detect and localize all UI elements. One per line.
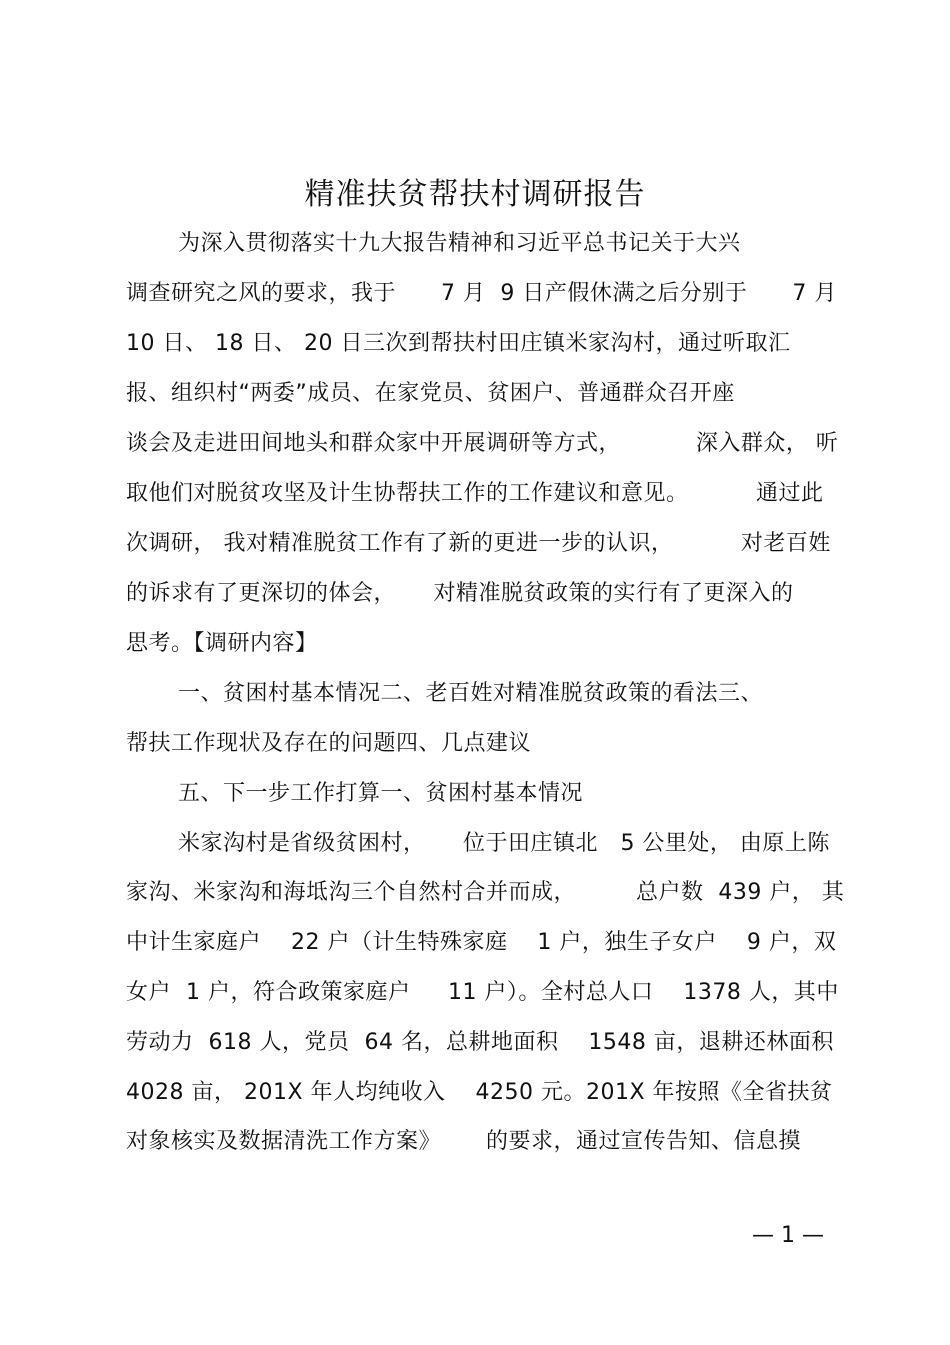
document-title: 精准扶贫帮扶村调研报告 (304, 177, 646, 212)
page-number: — 1 — (752, 1223, 824, 1248)
paragraph-line: 五、下一步工作打算一、贫困村基本情况 (178, 781, 584, 806)
paragraph-line: 中计生家庭户 22 户（计生特殊家庭 1 户，独生子女户 9 户，双 (126, 930, 837, 955)
paragraph-line: 报、组织村“两委”成员、在家党员、贫困户、普通群众召开座 (126, 381, 735, 406)
paragraph-line: 一、贫困村基本情况二、老百姓对精准脱贫政策的看法三、 (178, 681, 764, 706)
paragraph-line: 取他们对脱贫攻坚及计生协帮扶工作的工作建议和意见。 通过此 (126, 481, 824, 506)
paragraph-line: 4028 亩， 201X 年人均纯收入 4250 元。201X 年按照《全省扶贫 (126, 1080, 833, 1105)
paragraph-line: 米家沟村是省级贫困村， 位于田庄镇北 5 公里处， 由原上陈 (178, 831, 830, 856)
paragraph-line: 10 日、 18 日、 20 日三次到帮扶村田庄镇米家沟村，通过听取汇 (126, 331, 791, 356)
paragraph-line: 对象核实及数据清洗工作方案》 的要求，通过宣传告知、信息摸 (126, 1129, 801, 1154)
paragraph-line: 帮扶工作现状及存在的问题四、几点建议 (126, 731, 532, 756)
paragraph-line: 女户 1 户，符合政策家庭户 11 户）。全村总人口 1378 人，其中 (126, 980, 839, 1005)
paragraph-line: 劳动力 618 人，党员 64 名，总耕地面积 1548 亩，退耕还林面积 (126, 1030, 834, 1055)
paragraph-line: 思考。【调研内容】 (126, 631, 318, 656)
paragraph-line: 谈会及走进田间地头和群众家中开展调研等方式， 深入群众， 听 (126, 431, 839, 456)
paragraph-line: 的诉求有了更深切的体会， 对精准脱贫政策的实行有了更深入的 (126, 581, 794, 606)
paragraph-line: 为深入贯彻落实十九大报告精神和习近平总书记关于大兴 (178, 231, 741, 256)
paragraph-line: 调查研究之风的要求，我于 7 月 9 日产假休满之后分别于 7 月 (126, 281, 837, 306)
paragraph-line: 次调研， 我对精准脱贫工作有了新的更进一步的认识， 对老百姓 (126, 531, 831, 556)
paragraph-line: 家沟、米家沟和海坻沟三个自然村合并而成， 总户数 439 户， 其 (126, 880, 845, 905)
